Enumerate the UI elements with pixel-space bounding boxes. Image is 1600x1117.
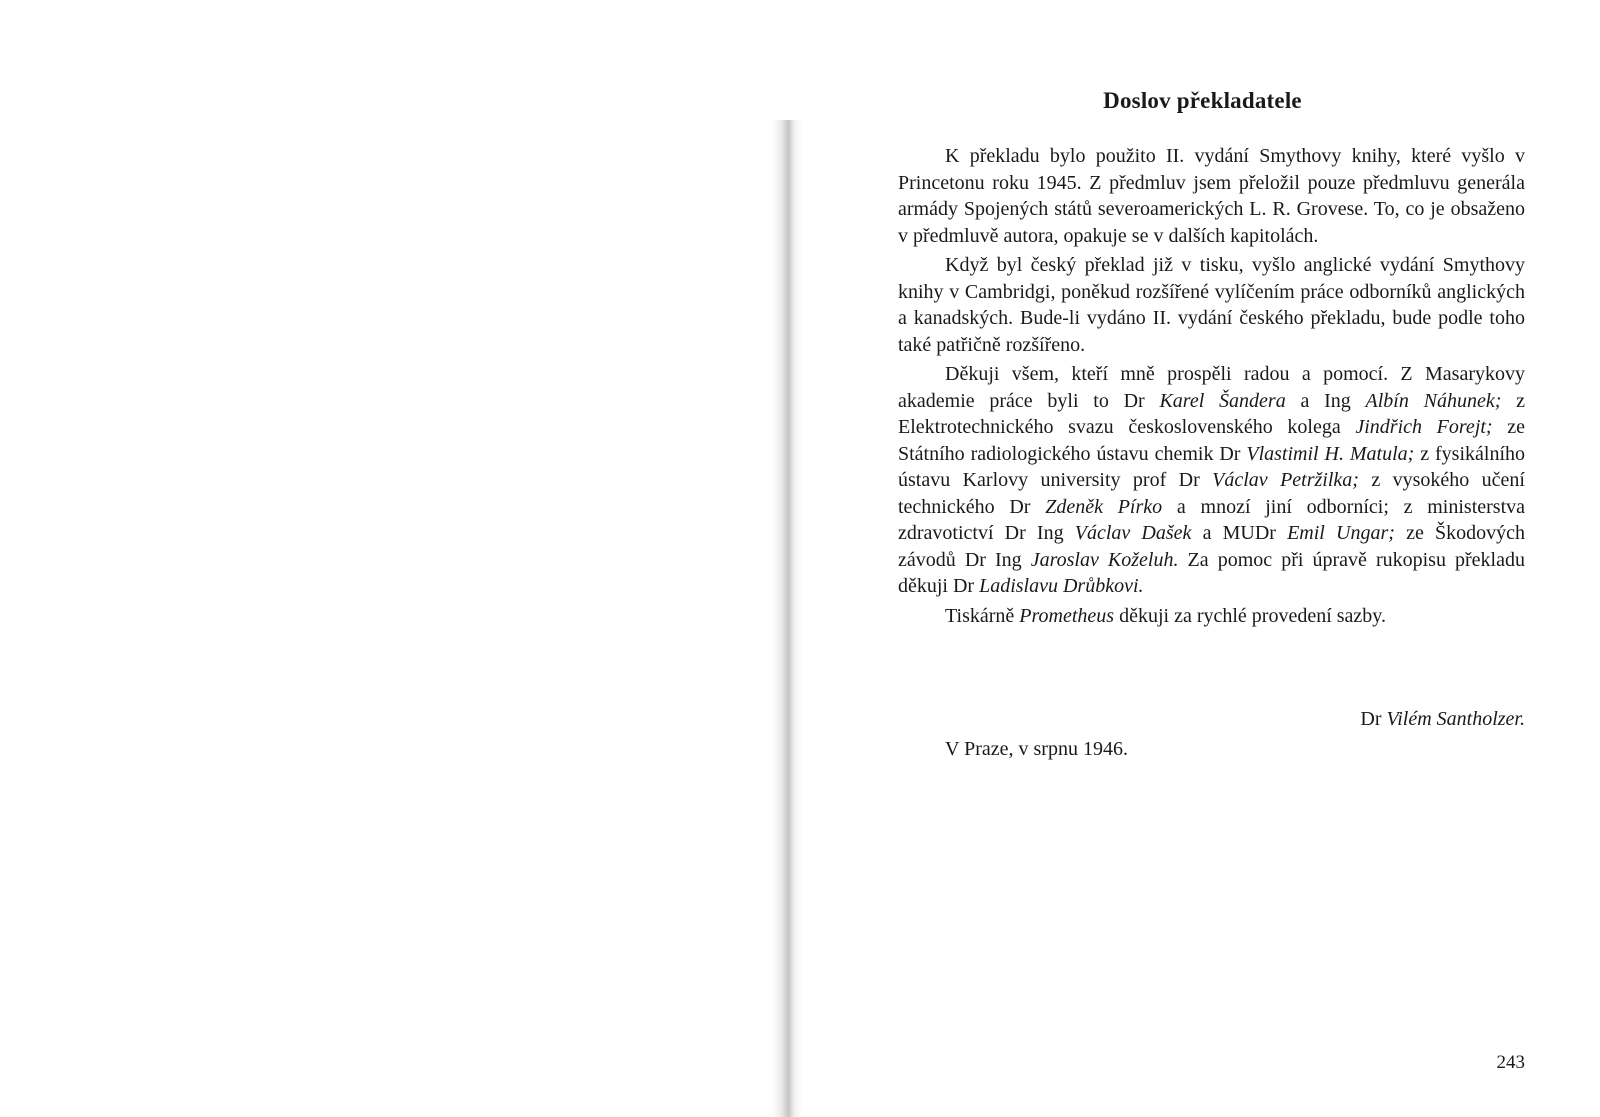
left-page-blank [0,0,790,1117]
signature-prefix: Dr [1360,708,1387,730]
afterword-text [898,143,1525,632]
signature-name: Vilém Santholzer. [1386,708,1525,730]
text-run: ze Státního radiologického ústavu chemik Dr [898,416,1526,465]
translator-signature [1180,708,1525,731]
text-run: z fysikálního ústavu Karlovy university prof Dr [898,442,1525,491]
text-run: z vysokého učení technického Dr [898,469,1525,518]
text-run: a mnozí jiní odborníci; z ministerstva zdravotictví Dr Ing [898,495,1525,544]
text-run: Děkuji všem, kteří mně prospěli radou a pomocí. Z Masarykovy akademie práce byli to Dr [898,363,1525,412]
italic-name: Václav Petržilka; [1212,469,1359,491]
text-run: a Ing [1285,389,1366,412]
italic-name: Václav Dašek [1074,522,1192,544]
paragraph [898,252,1525,358]
page-number: 243 [1496,1052,1525,1073]
text-run: K překladu bylo použito II. vydání Smythovy knihy, které vyšlo v Princetonu roku 1945. Z předmluv jsem přeložil pouze předmluvu generála armády Spojených států severoamerických L. R. Grovese. To, co je obsaženo v předmluvě autora, opakuje se v dalších kapitolách. [898,145,1525,247]
text-run: ze Škodových závodů Dr Ing [898,522,1525,571]
paragraph [898,603,1525,630]
page-title: Doslov překladatele [1103,88,1302,113]
italic-name: Emil Ungar; [1287,522,1395,544]
italic-name: Prometheus [1019,604,1115,627]
italic-name: Zdeněk Pírko [1045,495,1163,518]
italic-name: Karel Šandera [1159,389,1286,412]
italic-name: Ladislavu Drůbkovi. [979,575,1144,597]
text-run: Tiskárně [945,604,1020,627]
place-date: V Praze, v srpnu 1946. [945,738,1128,760]
text-run: Za pomoc při úpravě rukopisu překladu děkuji Dr [898,548,1525,597]
text-run: děkuji za rychlé provedení sazby. [1114,604,1387,627]
italic-name: Albín Náhunek; [1365,389,1502,412]
italic-name: Jaroslav Koželuh. [1030,548,1179,571]
italic-name: Jindřich Forejt; [1355,416,1493,438]
paragraph [898,361,1525,600]
text-run: z Elektrotechnického svazu československého kolega [898,389,1525,438]
text-run: a MUDr [1191,522,1288,544]
text-run: Když byl český překlad již v tisku, vyšlo anglické vydání Smythovy knihy v Cambridgi, poněkud rozšířené vylíčením práce odborníků anglických a kanadských. Bude-li vydáno II. vydání českého překladu, bude podle toho také patřičně rozšířeno. [898,254,1525,356]
book-gutter [772,120,802,1117]
italic-name: Vlastimil H. Matula; [1246,442,1415,465]
paragraph [898,143,1525,249]
